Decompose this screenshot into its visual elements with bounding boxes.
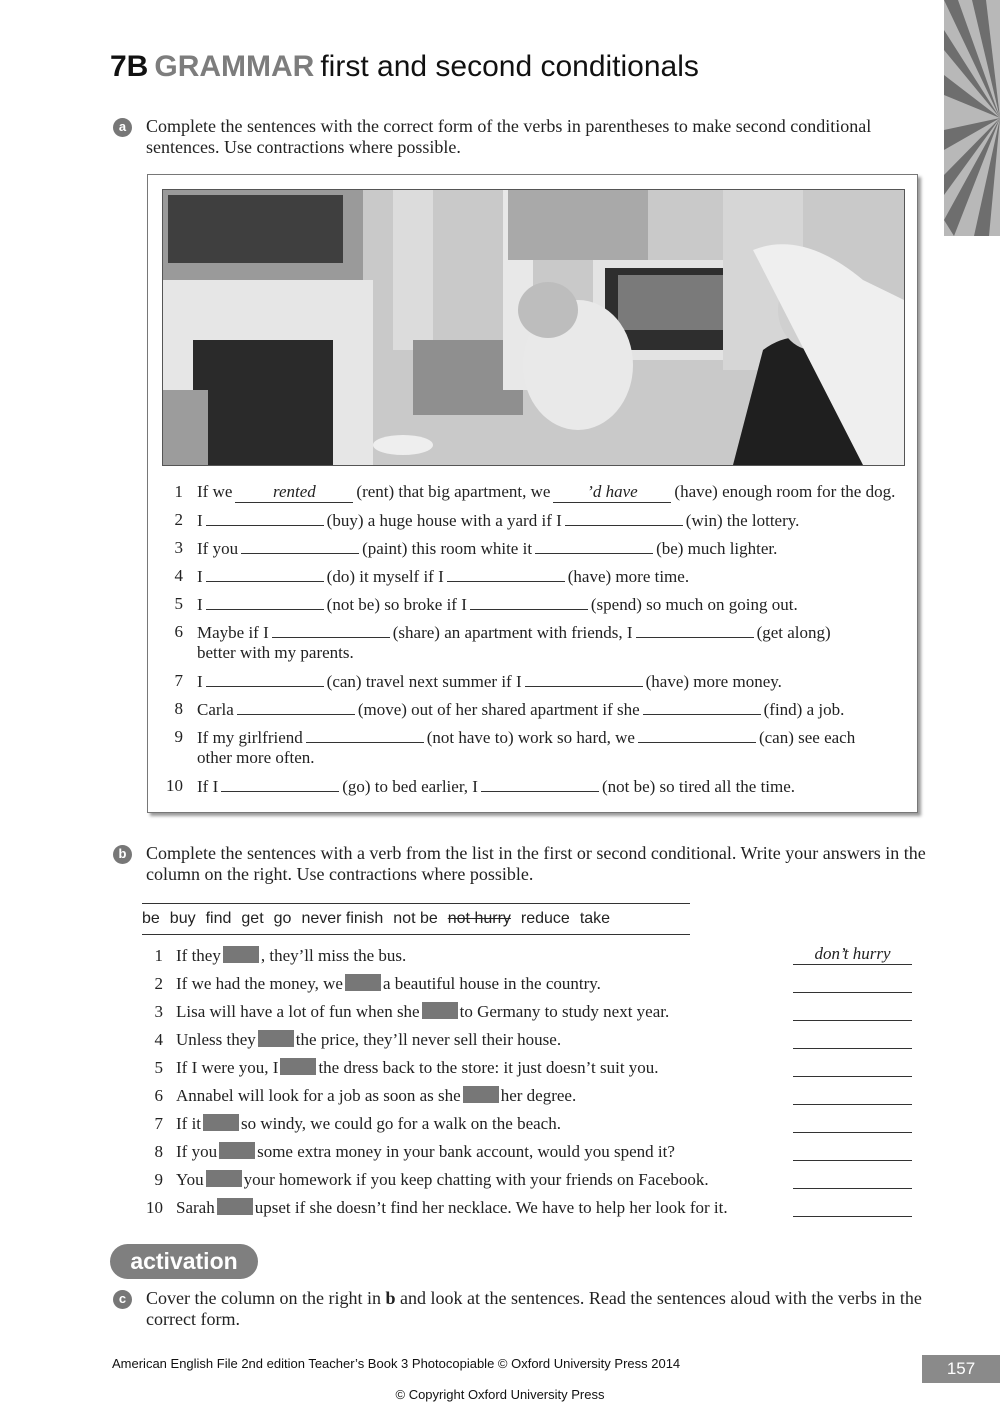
word: not be xyxy=(393,910,438,927)
item-number: 3 xyxy=(154,1002,163,1021)
hidden-gap[interactable] xyxy=(422,1002,458,1019)
answer-blank[interactable] xyxy=(565,510,683,526)
word: buy xyxy=(169,910,196,927)
item-number: 3 xyxy=(174,538,183,557)
hidden-gap[interactable] xyxy=(206,1170,242,1187)
item-number: 1 xyxy=(154,946,163,965)
answer-blank[interactable] xyxy=(272,622,390,638)
section-c-instruction: Cover the column on the right in b and look at the sentences. Read the sentences aloud with the verbs in the correct form. xyxy=(146,1288,922,1329)
activation-heading: activation xyxy=(110,1244,258,1279)
answer-field[interactable] xyxy=(793,1140,912,1161)
item-number: 2 xyxy=(174,510,183,529)
word: be xyxy=(142,910,160,927)
item-number: 7 xyxy=(174,671,183,690)
answer-blank[interactable] xyxy=(306,727,424,743)
word: get xyxy=(241,910,264,927)
example-answer-1: rented xyxy=(235,482,353,503)
answer-field[interactable] xyxy=(793,1084,912,1105)
answer-blank[interactable] xyxy=(206,594,324,610)
list-item: I (not be) so broke if I (spend) so much on going out. xyxy=(197,595,798,614)
answer-blank[interactable] xyxy=(206,510,324,526)
answer-field[interactable] xyxy=(793,1028,912,1049)
item-number: 9 xyxy=(154,1170,163,1189)
item-number: 2 xyxy=(154,974,163,993)
item-number: 8 xyxy=(154,1142,163,1161)
item-number: 8 xyxy=(174,699,183,718)
answer-field[interactable] xyxy=(793,1112,912,1133)
answer-blank[interactable] xyxy=(470,594,588,610)
list-item: If we rented (rent) that big apartment, we ’d have (have) enough room for the dog. xyxy=(197,482,896,501)
living-room-illustration xyxy=(162,189,905,466)
answer-field[interactable] xyxy=(793,1000,912,1021)
list-item: If you some extra money in your bank account, would you spend it? xyxy=(176,1142,675,1161)
answer-blank[interactable] xyxy=(206,566,324,582)
example-answer-2: ’d have xyxy=(553,482,671,503)
list-item: If you (paint) this room white it (be) much lighter. xyxy=(197,539,778,558)
list-item: Annabel will look for a job as soon as she her degree. xyxy=(176,1086,577,1105)
item-number: 6 xyxy=(174,622,183,641)
hidden-gap[interactable] xyxy=(258,1030,294,1047)
answer-field[interactable]: don’t hurry xyxy=(793,944,912,965)
hidden-gap[interactable] xyxy=(345,974,381,991)
answer-blank[interactable] xyxy=(221,776,339,792)
hidden-gap[interactable] xyxy=(280,1058,316,1075)
title-code: 7B xyxy=(110,50,149,83)
list-item: If my girlfriend (not have to) work so hard, we (can) see each xyxy=(197,728,856,747)
page-title xyxy=(110,50,699,84)
word: reduce xyxy=(520,910,570,927)
item-number: 10 xyxy=(166,776,183,795)
list-item: Unless they the price, they’ll never sell their house. xyxy=(176,1030,562,1049)
section-b-instruction: Complete the sentences with a verb from the list in the first or second conditional. Write your answers in the column on the right. Use contractions where possible. xyxy=(146,843,926,884)
list-item: I (can) travel next summer if I (have) more money. xyxy=(197,672,782,691)
word: go xyxy=(273,910,292,927)
answer-blank[interactable] xyxy=(525,671,643,687)
item-number: 10 xyxy=(146,1198,163,1217)
item-number: 6 xyxy=(154,1086,163,1105)
item-number: 7 xyxy=(154,1114,163,1133)
footer-credit: American English File 2nd edition Teacher’s Book 3 Photocopiable © Oxford University Press 2014 xyxy=(112,1356,681,1371)
hidden-gap[interactable] xyxy=(203,1114,239,1131)
answer-blank[interactable] xyxy=(636,622,754,638)
list-item: You your homework if you keep chatting with your friends on Facebook. xyxy=(176,1170,709,1189)
list-item: If they , they’ll miss the bus. xyxy=(176,946,407,965)
list-item-continuation: better with my parents. xyxy=(197,643,354,662)
list-item: If I (go) to bed earlier, I (not be) so tired all the time. xyxy=(197,777,796,796)
word: take xyxy=(579,910,611,927)
list-item: I (buy) a huge house with a yard if I (win) the lottery. xyxy=(197,511,800,530)
answer-blank[interactable] xyxy=(535,538,653,554)
answer-blank[interactable] xyxy=(481,776,599,792)
item-number: 4 xyxy=(174,566,183,585)
section-a-instruction: Complete the sentences with the correct form of the verbs in parentheses to make second conditional sentences. Use contractions where possible. xyxy=(146,116,872,157)
copyright-notice: © Copyright Oxford University Press xyxy=(395,1387,605,1402)
list-item: If I were you, I the dress back to the store: it just doesn’t suit you. xyxy=(176,1058,659,1077)
answer-blank[interactable] xyxy=(638,727,756,743)
list-item: Lisa will have a lot of fun when she to Germany to study next year. xyxy=(176,1002,670,1021)
list-item-continuation: other more often. xyxy=(197,748,315,767)
hidden-gap[interactable] xyxy=(217,1198,253,1215)
word: find xyxy=(205,910,232,927)
item-number: 5 xyxy=(174,594,183,613)
title-topic: first and second conditionals xyxy=(320,50,699,83)
list-item: Sarah upset if she doesn’t find her necklace. We have to help her look for it. xyxy=(176,1198,728,1217)
answer-blank[interactable] xyxy=(206,671,324,687)
section-b-badge: b xyxy=(113,845,132,864)
answer-field[interactable] xyxy=(793,1056,912,1077)
hidden-gap[interactable] xyxy=(219,1142,255,1159)
page-number: 157 xyxy=(922,1355,1000,1383)
title-grammar: GRAMMAR xyxy=(154,50,315,83)
word-struck: not hurry xyxy=(447,910,511,927)
list-item: If it so windy, we could go for a walk on the beach. xyxy=(176,1114,561,1133)
word-list xyxy=(142,903,690,935)
hidden-gap[interactable] xyxy=(463,1086,499,1103)
list-item: I (do) it myself if I (have) more time. xyxy=(197,567,690,586)
list-item: Carla (move) out of her shared apartment if she (find) a job. xyxy=(197,700,845,719)
list-item: If we had the money, we a beautiful house in the country. xyxy=(176,974,601,993)
answer-blank[interactable] xyxy=(237,699,355,715)
word: never finish xyxy=(301,910,384,927)
item-number: 9 xyxy=(174,727,183,746)
section-c-badge: c xyxy=(113,1290,132,1309)
hidden-gap[interactable] xyxy=(223,946,259,963)
answer-field[interactable] xyxy=(793,1196,912,1217)
answer-blank[interactable] xyxy=(241,538,359,554)
item-number: 4 xyxy=(154,1030,163,1049)
section-a-badge: a xyxy=(113,118,132,137)
item-number: 5 xyxy=(154,1058,163,1077)
answer-field[interactable] xyxy=(793,972,912,993)
list-item: Maybe if I (share) an apartment with friends, I (get along) xyxy=(197,623,831,642)
answer-field[interactable] xyxy=(793,1168,912,1189)
answer-blank[interactable] xyxy=(643,699,761,715)
corner-sunburst xyxy=(944,0,1000,236)
answer-blank[interactable] xyxy=(447,566,565,582)
item-number: 1 xyxy=(174,482,183,501)
